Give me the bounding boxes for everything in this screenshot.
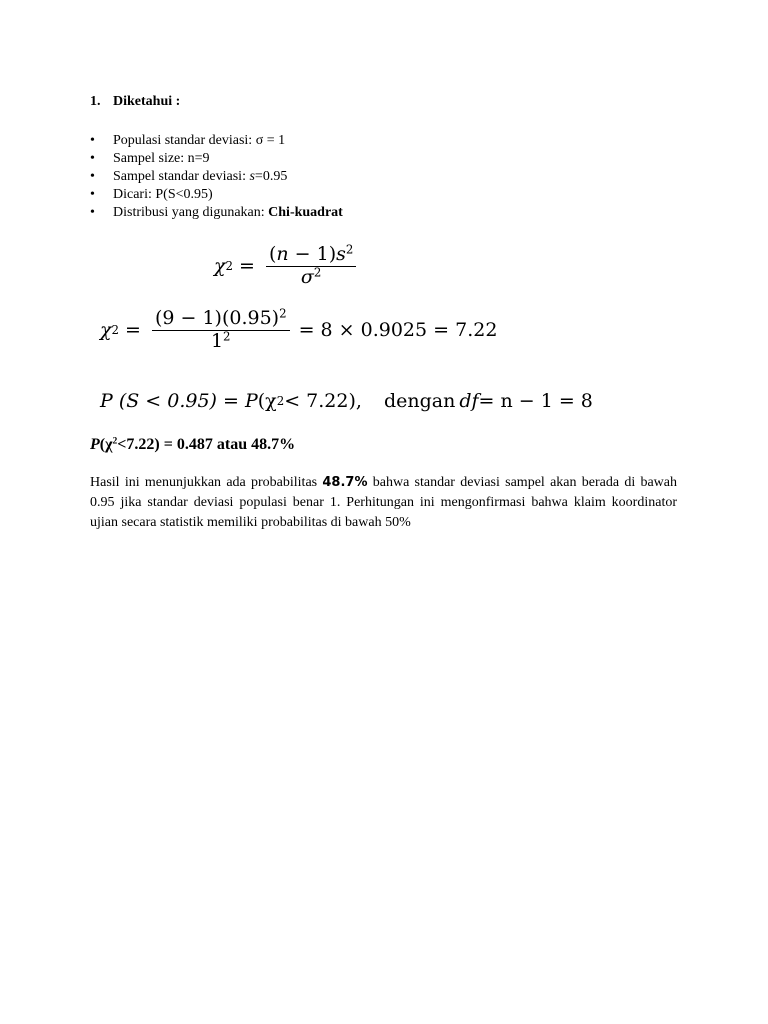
bullet-icon: • [90,187,95,202]
bullet-icon: • [90,205,95,220]
heading-number: 1. [90,94,101,109]
list-item: • Sampel size: n=9 [90,151,210,166]
bullet-icon: • [90,151,95,166]
section-heading [90,94,180,110]
bullet-icon: • [90,133,95,148]
conclusion-paragraph: Hasil ini menunjukkan ada probabilitas 48.7% bahwa standar deviasi sampel akan berada di bawah 0.95 jika standar deviasi populasi benar 1. Perhitungan ini mengonfirmasi bahwa klaim koordinator ujian secara statistik memiliki probabilitas di bawah 50% [90,475,678,530]
chi-square-calculation: χ 2 = $\frac{(9 - 1)(0.95)^2}{1^2}$ = 8 × 0.9025 = 7.22 [100,306,498,352]
highlight-percentage: 48.7% [322,475,368,490]
bullet-icon: • [90,169,95,184]
list-item: • Populasi standar deviasi: σ = 1 [90,133,286,148]
list-item: • Dicari: P(S<0.95) [90,187,213,202]
heading-title: Diketahui : [113,94,181,109]
chi-square-formula: χ 2 = $\frac{(n - 1)s^2}{\sigma^2}$ [214,244,361,289]
list-item: • Distribusi yang digunakan: Chi-kuadrat [90,205,343,220]
probability-formula: P (S < 0.95) = P (χ 2 < 7.22) , dengan df = n − 1 = 8 [100,390,593,412]
given-list [90,132,343,222]
list-item: • Sampel standar deviasi: s=0.95 [90,169,288,184]
formula-fraction: $\frac{(n - 1)s^2}{\sigma^2}$ [266,244,356,289]
calculation-fraction: $\frac{(9 - 1)(0.95)^2}{1^2}$ [152,308,290,353]
result-statement: $P(\chi^2<7.22) = 0.487$ atau 48.7% [90,435,296,453]
